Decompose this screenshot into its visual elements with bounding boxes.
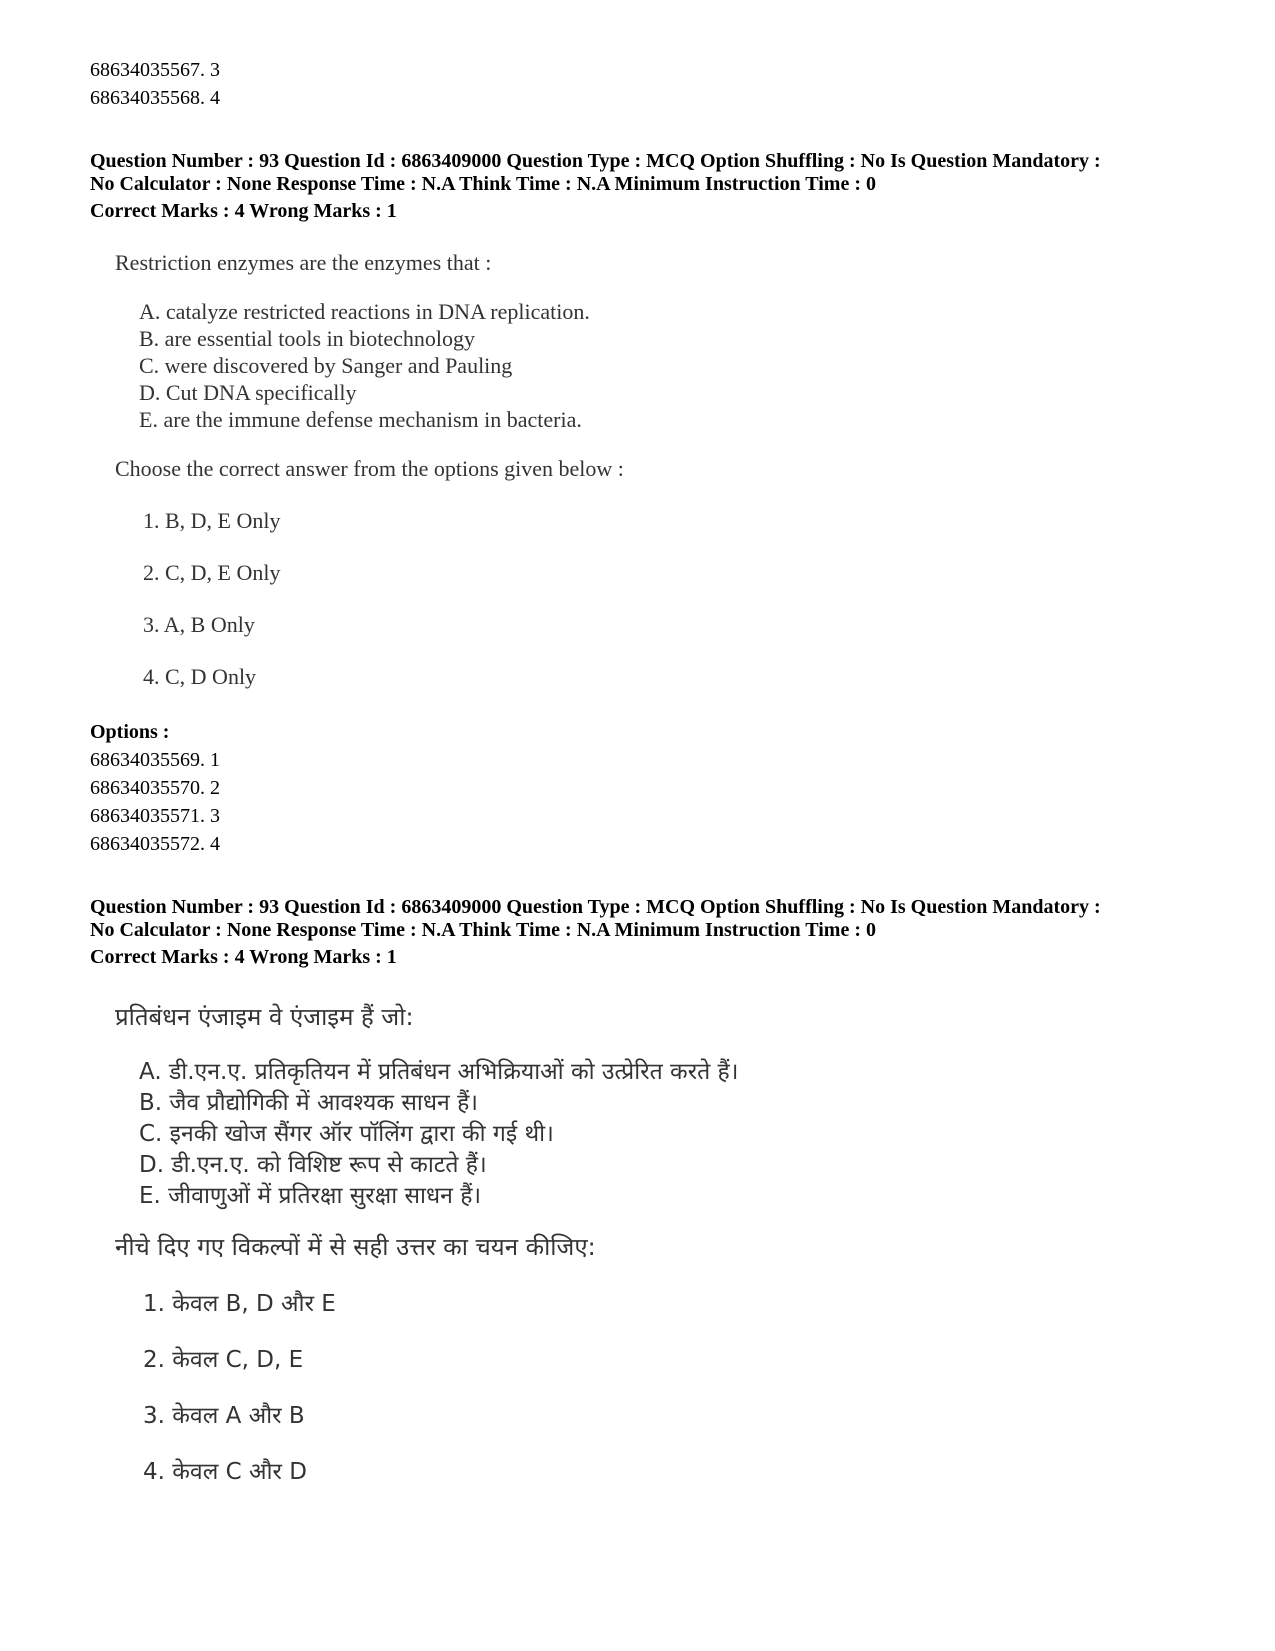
marks-line: Correct Marks : 4 Wrong Marks : 1 xyxy=(90,946,397,968)
statement: E. जीवाणुओं में प्रतिरक्षा सुरक्षा साधन हैं। xyxy=(139,1183,482,1209)
marks-line: Correct Marks : 4 Wrong Marks : 1 xyxy=(90,200,397,222)
question-header-line: Question Number : 93 Question Id : 6863409000 Question Type : MCQ Option Shuffling : No Is Question Mandatory : xyxy=(90,150,1101,172)
statement: A. catalyze restricted reactions in DNA replication. xyxy=(139,299,590,324)
statement: E. are the immune defense mechanism in bacteria. xyxy=(139,407,582,432)
question-header-line: No Calculator : None Response Time : N.A Think Time : N.A Minimum Instruction Time : 0 xyxy=(90,173,876,195)
statement: A. डी.एन.ए. प्रतिकृतियन में प्रतिबंधन अभिक्रियाओं को उत्प्रेरित करते हैं। xyxy=(139,1059,739,1085)
statement: B. जैव प्रौद्योगिकी में आवश्यक साधन हैं। xyxy=(139,1090,479,1116)
option-line: 68634035567. 3 xyxy=(90,59,220,81)
answer-choice: 4. C, D Only xyxy=(143,664,257,689)
question-header xyxy=(90,150,1210,196)
question-stem: Restriction enzymes are the enzymes that : xyxy=(115,250,492,275)
choose-instruction: नीचे दिए गए विकल्पों में से सही उत्तर का चयन कीजिए: xyxy=(115,1233,596,1261)
option-line: 68634035568. 4 xyxy=(90,87,220,109)
statement: D. डी.एन.ए. को विशिष्ट रूप से काटते हैं। xyxy=(139,1152,487,1178)
options-label: Options : xyxy=(90,721,170,743)
statement: B. are essential tools in biotechnology xyxy=(139,326,476,351)
option-line: 68634035571. 3 xyxy=(90,805,220,827)
answer-choice: 2. C, D, E Only xyxy=(143,560,281,585)
question-header-line: No Calculator : None Response Time : N.A Think Time : N.A Minimum Instruction Time : 0 xyxy=(90,919,876,941)
question-header xyxy=(90,896,1210,942)
answer-choice: 1. B, D, E Only xyxy=(143,508,281,533)
answer-choice: 3. केवल A और B xyxy=(143,1403,305,1429)
option-line: 68634035572. 4 xyxy=(90,833,220,855)
choose-instruction: Choose the correct answer from the options given below : xyxy=(115,456,624,481)
answer-choice: 3. A, B Only xyxy=(143,612,255,637)
answer-choice: 1. केवल B, D और E xyxy=(143,1291,336,1317)
option-line: 68634035570. 2 xyxy=(90,777,220,799)
answer-choice: 2. केवल C, D, E xyxy=(143,1347,304,1373)
statement: C. were discovered by Sanger and Pauling xyxy=(139,353,513,378)
statement: D. Cut DNA specifically xyxy=(139,380,357,405)
option-line: 68634035569. 1 xyxy=(90,749,220,771)
question-stem: प्रतिबंधन एंजाइम वे एंजाइम हैं जो: xyxy=(115,1003,414,1031)
answer-choice: 4. केवल C और D xyxy=(143,1459,307,1485)
statement: C. इनकी खोज सैंगर ऑर पॉलिंग द्वारा की गई थी। xyxy=(139,1121,554,1147)
question-header-line: Question Number : 93 Question Id : 6863409000 Question Type : MCQ Option Shuffling : No Is Question Mandatory : xyxy=(90,896,1101,918)
